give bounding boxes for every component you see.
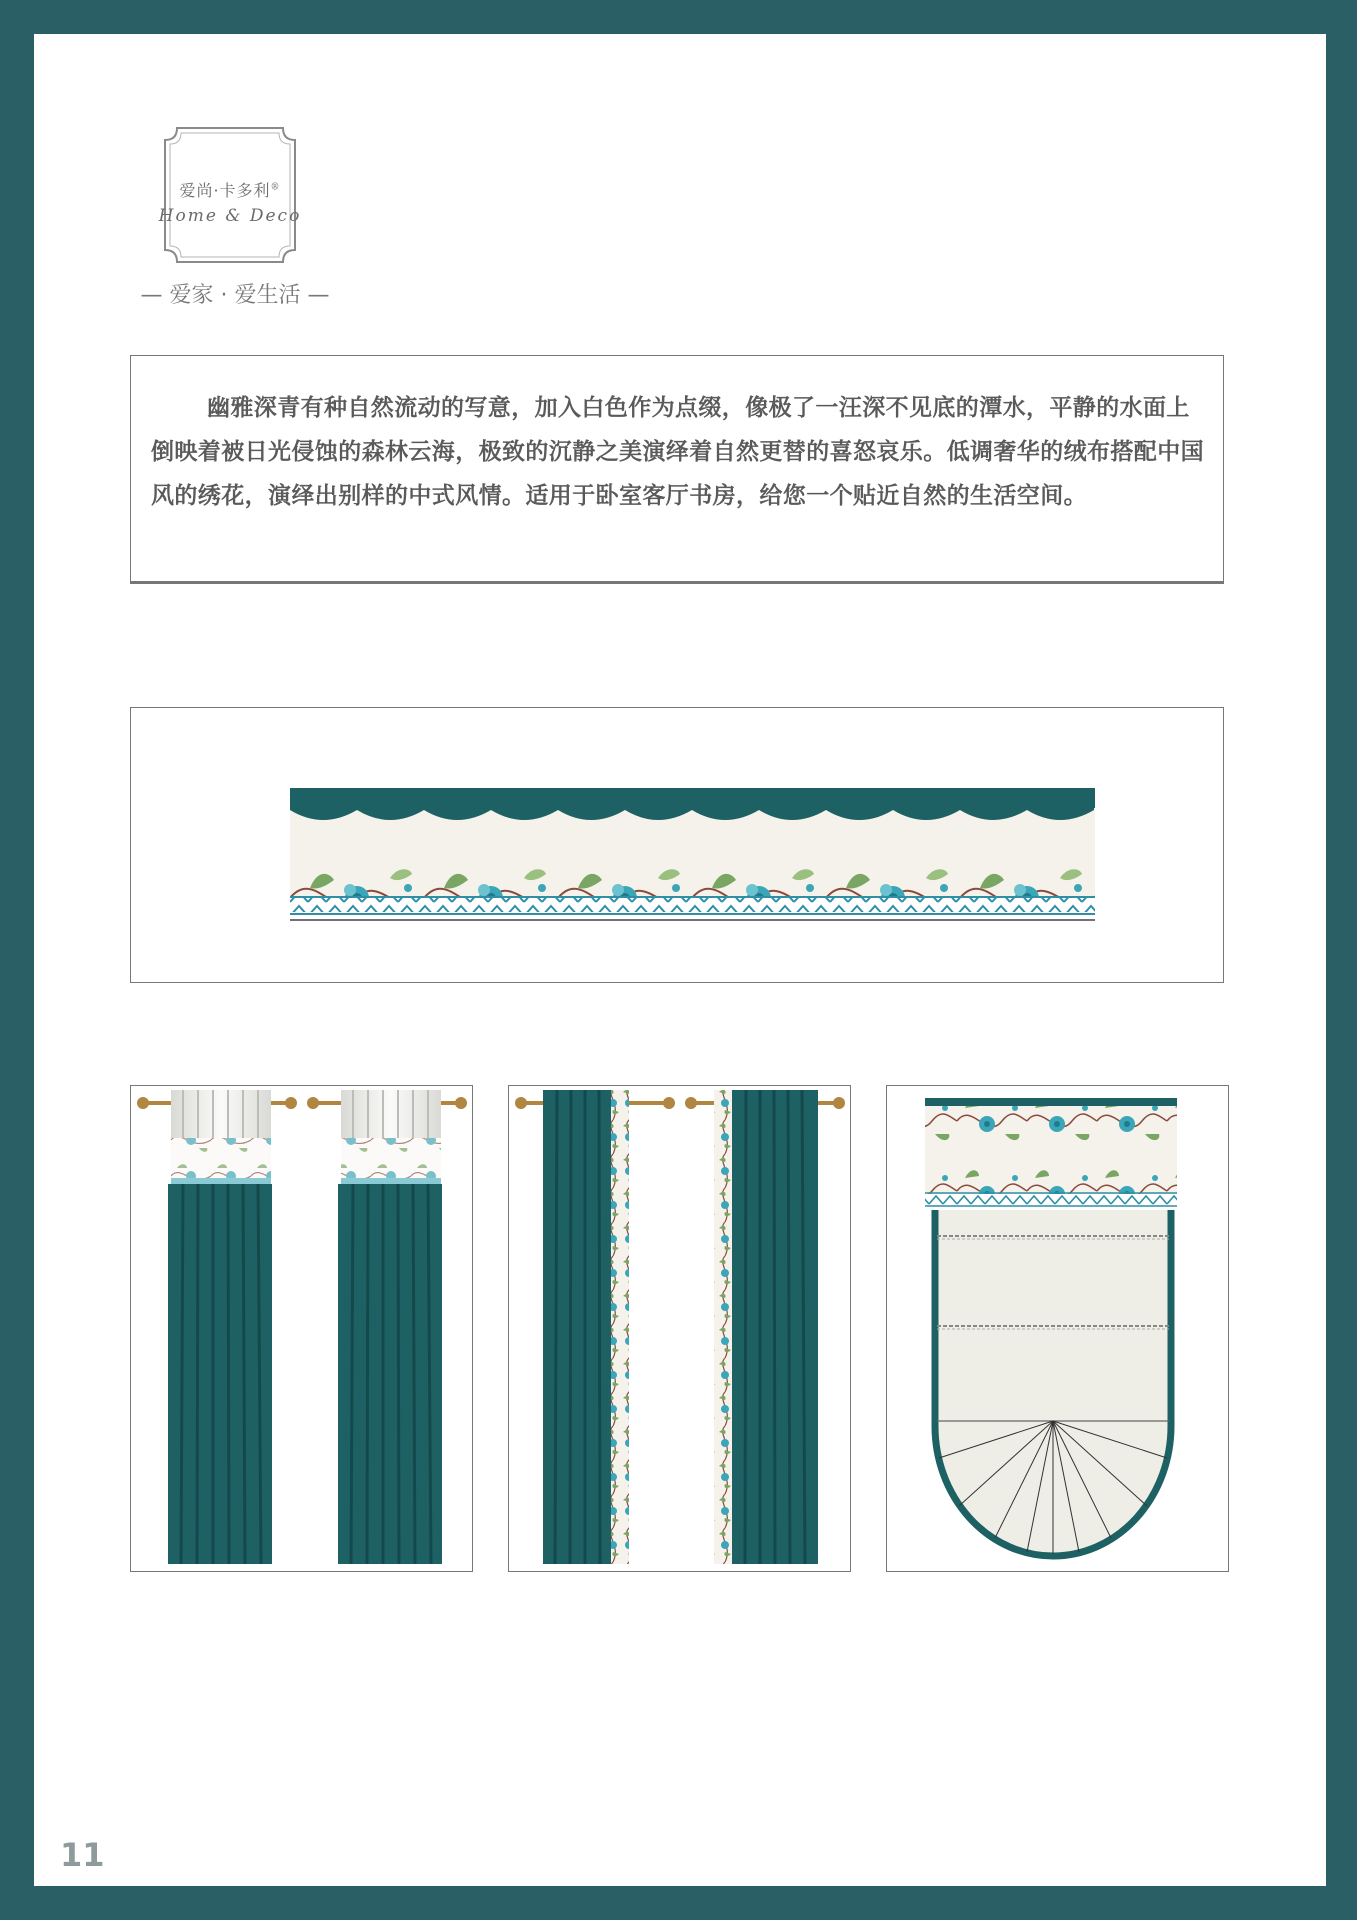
curtain-icon — [131, 1086, 473, 1572]
curtain-icon — [509, 1086, 851, 1572]
slogan: — 爱家 · 爱生活 — — [140, 283, 330, 308]
roman-shade-illustration — [886, 1085, 1229, 1572]
page-number: 11 — [60, 1836, 105, 1874]
page — [34, 34, 1326, 1886]
logo-english-name: Home & Deco — [158, 206, 302, 226]
logo-chinese-name: 爱尚·卡多利® — [179, 181, 281, 200]
valance-illustration-frame — [130, 707, 1224, 983]
description-text: 幽雅深青有种自然流动的写意，加入白色作为点缀，像极了一汪深不见底的潭水，平静的水面上倒映着被日光侵蚀的森林云海，极致的沉静之美演绎着自然更替的喜怒哀乐。低调奢华的绒布搭配中国风的绣花，演绎出别样的中式风情。适用于卧室客厅书房，给您一个贴近自然的生活空间。 — [151, 395, 1204, 509]
curtain-illustration-1 — [130, 1085, 473, 1572]
brand-logo — [155, 120, 305, 270]
curtain-illustration-2 — [508, 1085, 851, 1572]
description-box — [130, 355, 1224, 584]
valance-icon — [131, 708, 1225, 984]
roman-shade-icon — [887, 1086, 1229, 1572]
